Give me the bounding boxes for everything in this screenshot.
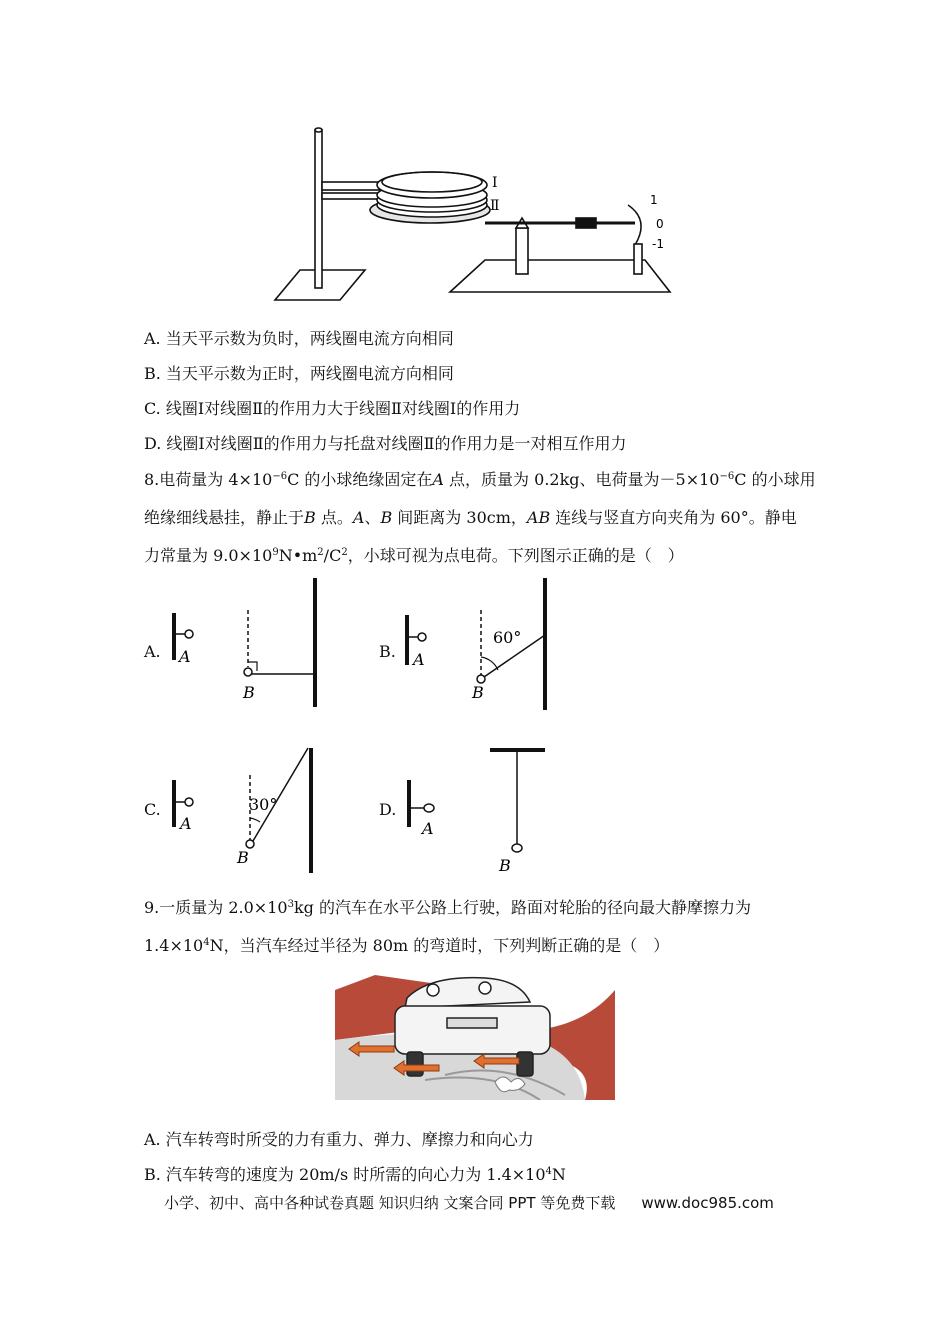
q9-stem-line2: $1.4\times 10^4N$，当汽车经过半径为 80m 的弯道时，下列判断正确的是（ ） <box>144 936 670 955</box>
q8-b-point-b: B <box>472 683 484 702</box>
q8-option-a-label[interactable]: A. <box>144 642 161 661</box>
coil-label-1: Ⅰ <box>492 175 498 191</box>
scale-label-plus: 1 <box>650 193 658 207</box>
q8-stem-line1: 8.电荷量为 $4\times 10^{-6}C$ 的小球绝缘固定在A 点，质量为 0.2kg、电荷量为$-5\times 10^{-6}C$ 的小球用 <box>144 470 816 489</box>
q9-stem-line1: 9.一质量为 $2.0\times 10^3kg$ 的汽车在水平公路上行驶，路面对轮胎的径向最大静摩擦力为 <box>144 898 751 917</box>
q8-c-point-b: B <box>237 848 249 867</box>
q8-b-angle-label: 60° <box>493 628 522 647</box>
q8-stem-line2: 绝缘细线悬挂，静止于B 点。A、B 间距离为 30cm，AB 连线与竖直方向夹角为 60°。静电 <box>144 508 797 527</box>
q8-option-c-label[interactable]: C. <box>144 800 161 819</box>
q7-option-c[interactable]: C. 线圈Ⅰ对线圈Ⅱ的作用力大于线圈Ⅱ对线圈Ⅰ的作用力 <box>144 399 521 418</box>
q8-c-point-a: A <box>180 814 192 833</box>
q8-option-a-figure[interactable] <box>165 575 325 710</box>
scale-label-minus: -1 <box>652 237 664 251</box>
q9-option-a[interactable]: A. 汽车转弯时所受的力有重力、弹力、摩擦力和向心力 <box>144 1130 534 1149</box>
q9-option-b[interactable]: B. 汽车转弯的速度为 20m/s 时所需的向心力为 $1.4\times 10^4N$ <box>144 1165 566 1184</box>
page-footer <box>164 1192 774 1213</box>
footer-text: 小学、初中、高中各种试卷真题 知识归纳 文案合同 PPT 等免费下载 <box>164 1194 616 1212</box>
footer-url[interactable]: www.doc985.com <box>641 1194 774 1212</box>
q8-a-point-b: B <box>243 683 255 702</box>
q8-option-b-figure[interactable] <box>398 575 558 715</box>
q8-option-d-figure[interactable] <box>398 745 558 880</box>
q8-option-c-figure[interactable] <box>165 745 325 875</box>
coil-label-2: Ⅱ <box>490 198 500 214</box>
q8-c-angle-label: 30° <box>249 795 278 814</box>
q7-option-a[interactable]: A. 当天平示数为负时，两线圈电流方向相同 <box>144 329 454 348</box>
q8-b-point-a: A <box>413 650 425 669</box>
q8-option-b-label[interactable]: B. <box>379 642 396 661</box>
q8-stem-line3: 力常量为 $9.0\times 10^9N•m^2/C^2$，小球可视为点电荷。下列图示正确的是（ ） <box>144 546 684 565</box>
current-balance-figure <box>270 120 690 305</box>
q8-a-point-a: A <box>179 647 191 666</box>
q8-option-d-label[interactable]: D. <box>379 800 397 819</box>
q7-option-b[interactable]: B. 当天平示数为正时，两线圈电流方向相同 <box>144 364 454 383</box>
turning-car-illustration <box>335 970 615 1100</box>
q8-d-point-b: B <box>499 856 511 875</box>
scale-label-zero: 0 <box>656 217 664 231</box>
q8-d-point-a: A <box>422 819 434 838</box>
q7-option-d[interactable]: D. 线圈Ⅰ对线圈Ⅱ的作用力与托盘对线圈Ⅱ的作用力是一对相互作用力 <box>144 434 627 453</box>
